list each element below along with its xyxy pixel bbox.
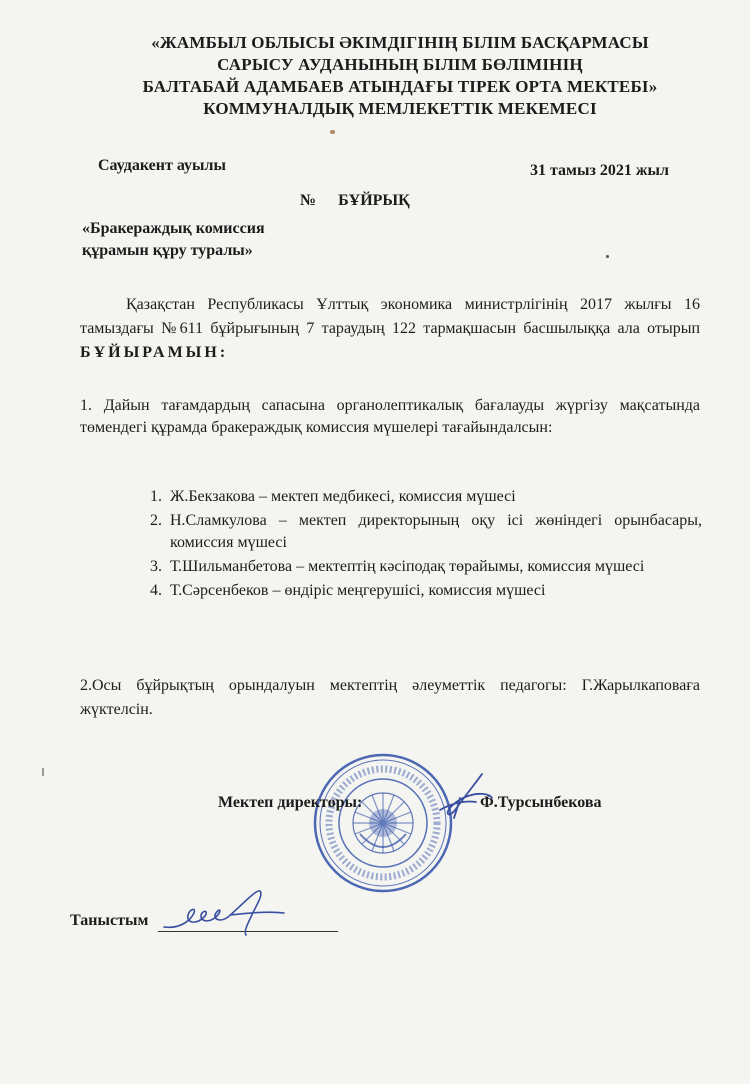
order-subject — [82, 218, 265, 262]
preamble-paragraph — [80, 293, 700, 365]
order-command: БҰЙЫРАМЫН: — [80, 344, 229, 361]
member-text: Ж.Бекзакова – мектеп медбикесі, комиссия мүшесі — [170, 488, 516, 505]
subject-line-1: «Бракераждық комиссия — [82, 220, 265, 237]
director-name: Ф.Турсынбекова — [480, 794, 602, 811]
acquainted-label: Таныстым — [70, 912, 149, 929]
member-text: Т.Шильманбетова – мектептің кәсіподақ төрайымы, комиссия мүшесі — [170, 558, 645, 575]
subject-line-2: құрамын құру туралы» — [82, 242, 253, 259]
commission-members-list — [146, 486, 702, 604]
order-word: БҰЙРЫҚ — [338, 192, 410, 209]
header-line-3: БАЛТАБАЙ АДАМБАЕВ АТЫНДАҒЫ ТІРЕК ОРТА МЕКТЕБІ» — [142, 77, 658, 96]
order-title — [300, 192, 410, 210]
item-2-paragraph: 2.Осы бұйрықтың орындалуын мектептің әлеуметтік педагогы: Г.Жарылкаповаға жүктелсін. — [80, 677, 700, 718]
member-text: Н.Сламкулова – мектеп директорының оқу ісі жөніндегі орынбасары, комиссия мүшесі — [170, 512, 702, 551]
preamble-text: Қазақстан Республикасы Ұлттық экономика министрлігінің 2017 жылғы 16 тамыздағы №611 бұйрығының 7 тараудың 122 тармақшасын басшылыққа ала отырып — [80, 296, 700, 337]
list-item: 4. Т.Сәрсенбеков – өндіріс меңгерушісі, комиссия мүшесі — [150, 582, 546, 599]
list-item: 1. Ж.Бекзакова – мектеп медбикесі, комиссия мүшесі — [150, 488, 516, 505]
member-text: Т.Сәрсенбеков – өндіріс меңгерушісі, комиссия мүшесі — [170, 582, 546, 599]
header-line-2: САРЫСУ АУДАНЫНЫҢ БІЛІМ БӨЛІМІНІҢ — [217, 55, 583, 74]
ink-speck — [330, 130, 335, 134]
list-item: 2. Н.Сламкулова – мектеп директорының оқу ісі жөніндегі орынбасары, комиссия мүшесі — [150, 512, 702, 551]
header-line-1: «ЖАМБЫЛ ОБЛЫСЫ ӘКІМДІГІНІҢ БІЛІМ БАСҚАРМАСЫ — [151, 33, 649, 52]
order-date: 31 тамыз 2021 жыл — [530, 162, 669, 179]
institution-header — [90, 32, 710, 120]
item-1-paragraph: 1. Дайын тағамдардың сапасына органолептикалық бағалауды жүргізу мақсатында төмендегі құрамда бракераждық комиссия мүшелері тағайындалсын: — [80, 397, 700, 436]
acquaintance-signature — [160, 885, 290, 940]
director-label: Мектеп директоры: — [218, 794, 363, 811]
scan-mark — [42, 768, 44, 776]
list-item: 3. Т.Шильманбетова – мектептің кәсіподақ төрайымы, комиссия мүшесі — [150, 558, 645, 575]
place-name: Саудакент ауылы — [98, 157, 226, 174]
number-sign: № — [300, 192, 317, 209]
header-line-4: КОММУНАЛДЫҚ МЕМЛЕКЕТТІК МЕКЕМЕСІ — [203, 99, 597, 118]
ink-dot — [606, 255, 609, 258]
